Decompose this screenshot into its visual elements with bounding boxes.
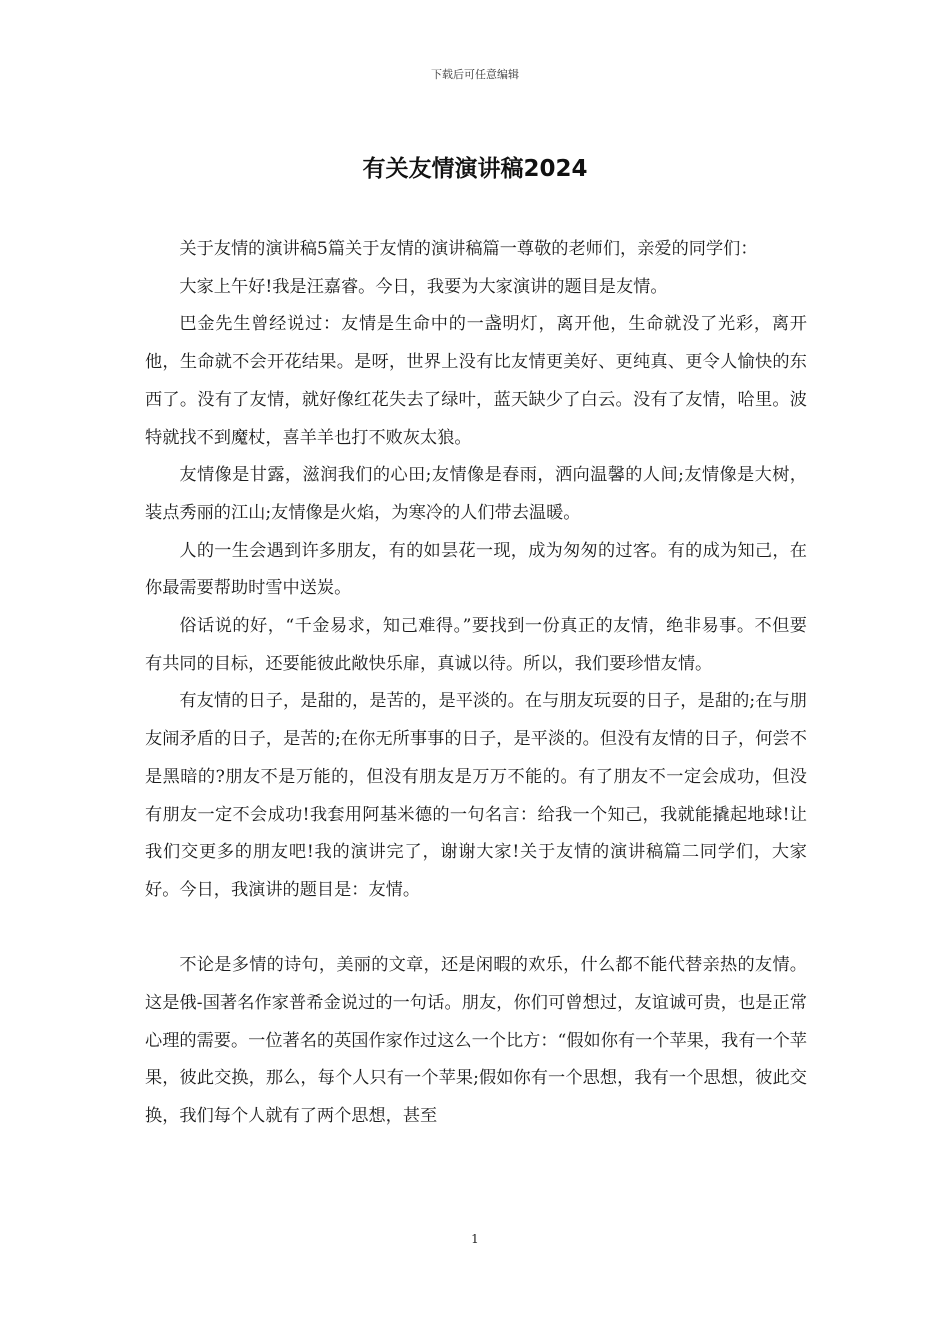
paragraph-7: 有友情的日子，是甜的，是苦的，是平淡的。在与朋友玩耍的日子，是甜的;在与朋友闹矛盾的日子，是苦的;在你无所事事的日子，是平淡的。但没有友情的日子，何尝不是黑暗的?朋友不是万能的，但没有朋友是万万不能的。有了朋友不一定会成功，但没有朋友一定不会成功!我套用阿基米德的一句名言：给我一个知己，我就能撬起地球!让我们交更多的朋友吧!我的演讲完了，谢谢大家!关于友情的演讲稿篇二同学们，大家好。今日，我演讲的题目是：友情。 bbox=[145, 691, 807, 900]
paragraph-5: 人的一生会遇到许多朋友，有的如昙花一现，成为匆匆的过客。有的成为知己，在你最需要帮助时雪中送炭。 bbox=[145, 540, 807, 599]
paragraph-8: 不论是多情的诗句，美丽的文章，还是闲暇的欢乐，什么都不能代替亲热的友情。这是俄-国著名作家普希金说过的一句话。朋友，你们可曾想过，友谊诚可贵，也是正常心理的需要。一位著名的英国作家作过这么一个比方：“假如你有一个苹果，我有一个苹果，彼此交换，那么，每个人只有一个苹果;假如你有一个思想，我有一个思想，彼此交换，我们每个人就有了两个思想，甚至 bbox=[145, 955, 807, 1127]
paragraph-3: 巴金先生曾经说过：友情是生命中的一盏明灯，离开他，生命就没了光彩，离开他，生命就不会开花结果。是呀，世界上没有比友情更美好、更纯真、更令人愉快的东西了。没有了友情，就好像红花失去了绿叶，蓝天缺少了白云。没有了友情，哈里。波特就找不到魔杖，喜羊羊也打不败灰太狼。 bbox=[145, 314, 807, 448]
paragraph-1: 关于友情的演讲稿5篇关于友情的演讲稿篇一尊敬的老师们，亲爱的同学们： bbox=[179, 239, 758, 259]
header-note: 下载后可任意编辑 bbox=[431, 68, 519, 81]
document-title: 有关友情演讲稿2024 bbox=[362, 156, 588, 182]
paragraph-2: 大家上午好!我是汪嘉睿。今日，我要为大家演讲的题目是友情。 bbox=[179, 276, 668, 297]
page-number: 1 bbox=[471, 1232, 479, 1246]
paragraph-6: 俗话说的好，“千金易求，知己难得。”要找到一份真正的友情，绝非易事。不但要有共同的目标，还要能彼此敞快乐扉，真诚以待。所以，我们要珍惜友情。 bbox=[145, 616, 807, 674]
paragraph-4: 友情像是甘露，滋润我们的心田;友情像是春雨，洒向温馨的人间;友情像是大树，装点秀丽的江山;友情像是火焰，为寒冷的人们带去温暖。 bbox=[145, 465, 807, 523]
document-body bbox=[145, 231, 807, 1136]
